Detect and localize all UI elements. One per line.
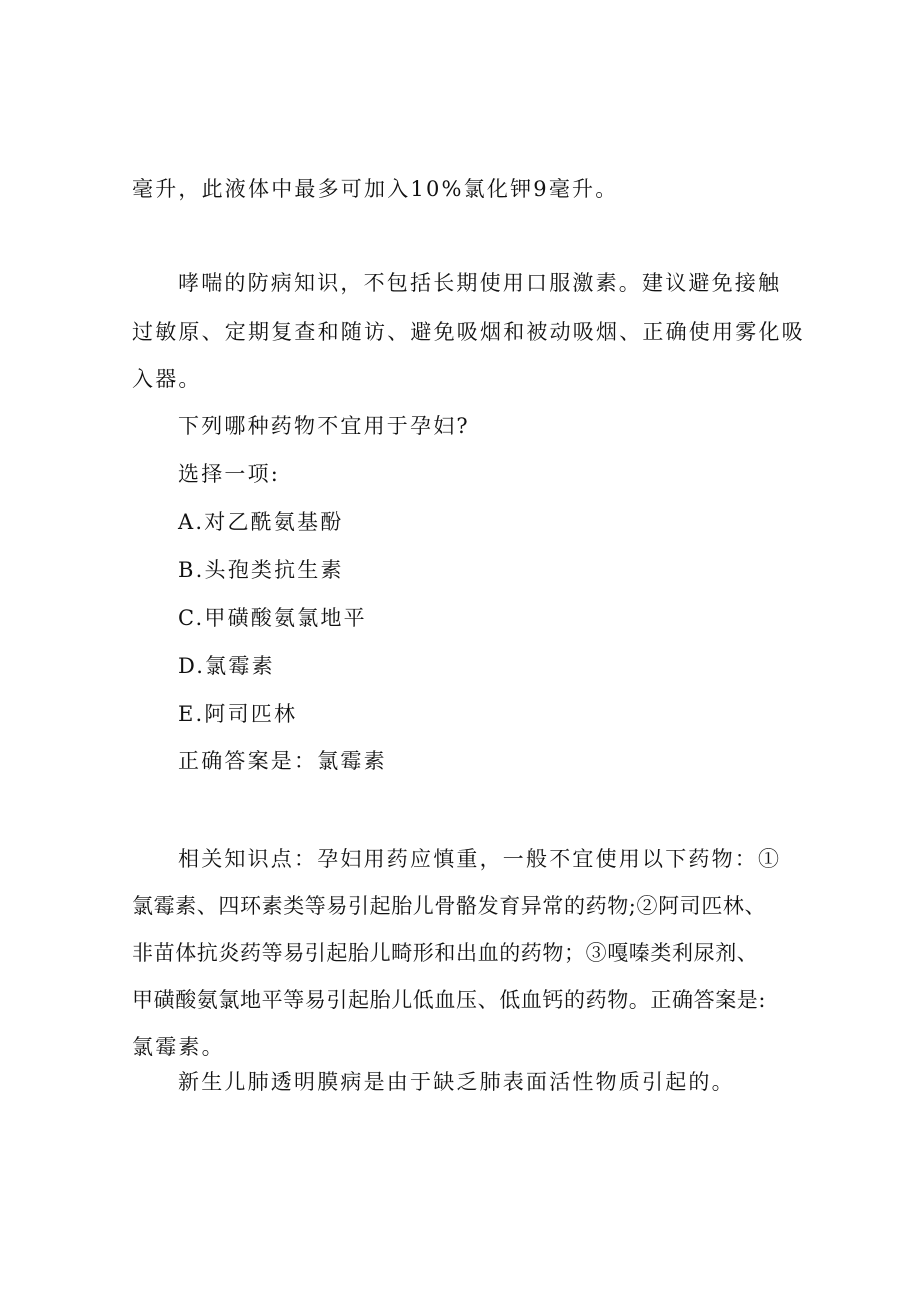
asthma-line-1: 哮喘的防病知识，不包括长期使用口服激素。建议避免接触: [178, 271, 782, 295]
option-a: A.对乙酰氨基酚: [178, 510, 344, 534]
knowledge-line-1: 相关知识点：孕妇用药应慎重，一般不宜使用以下药物：①: [178, 847, 782, 871]
option-b: B.头孢类抗生素: [178, 558, 344, 582]
knowledge-line-5: 氯霉素。: [132, 1035, 225, 1059]
knowledge-line-2: 氯霉素、四环素类等易引起胎儿骨骼发育异常的药物;②阿司匹林、: [132, 894, 767, 918]
knowledge-line-3: 非苗体抗炎药等易引起胎儿畸形和出血的药物；③嘎嗪类利尿剂、: [132, 941, 759, 965]
question-prompt: 选择一项:: [178, 462, 281, 486]
correct-answer: 正确答案是：氯霉素: [178, 749, 387, 773]
option-e: E.阿司匹林: [178, 702, 298, 726]
newborn-line-1: 新生儿肺透明膜病是由于缺乏肺表面活性物质引起的。: [178, 1070, 735, 1094]
question-stem: 下列哪种药物不宜用于孕妇?: [178, 414, 470, 438]
fragment-line-1: 毫升，此液体中最多可加入10%氯化钾9毫升。: [132, 177, 619, 201]
asthma-line-3: 入器。: [132, 367, 202, 391]
option-c: C.甲磺酸氨氯地平: [178, 606, 367, 630]
knowledge-line-4: 甲磺酸氨氯地平等易引起胎儿低血压、低血钙的药物。正确答案是:: [132, 988, 767, 1012]
option-d: D.氯霉素: [178, 654, 275, 678]
asthma-line-2: 过敏原、定期复查和随访、避免吸烟和被动吸烟、正确使用雾化吸: [132, 320, 805, 344]
